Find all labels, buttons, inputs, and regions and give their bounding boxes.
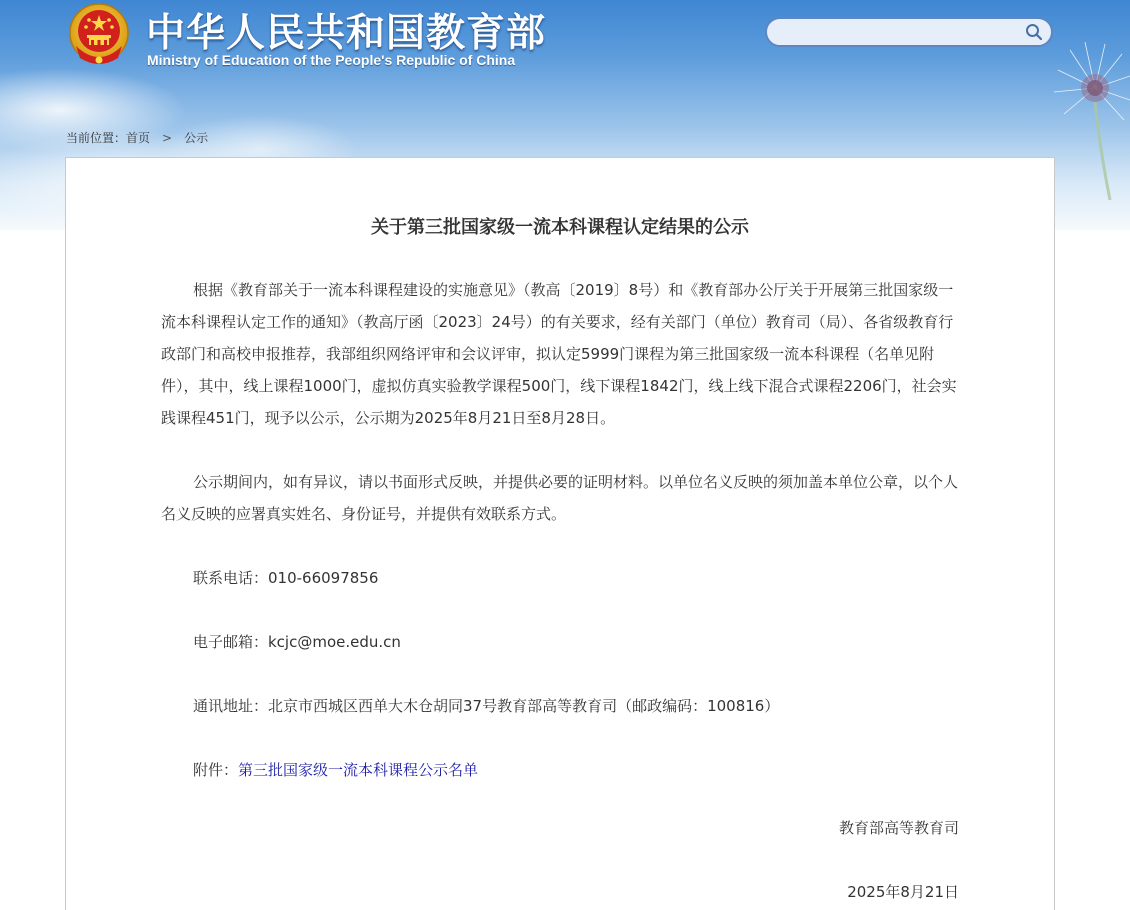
- article-container: [65, 157, 1055, 910]
- site-title: 中华人民共和国教育部: [146, 11, 547, 56]
- signature-date: 2025年8月21日: [847, 883, 959, 901]
- search-icon[interactable]: [1025, 23, 1043, 41]
- breadcrumb: [66, 129, 208, 146]
- contact-email: 电子邮箱：kcjc@moe.edu.cn: [193, 633, 401, 651]
- paragraph-spacer: [161, 722, 961, 754]
- national-emblem-icon: [68, 2, 130, 68]
- attachment-link[interactable]: 第三批国家级一流本科课程公示名单: [238, 761, 479, 779]
- article-paragraph-objection: 公示期间内，如有异议，请以书面形式反映，并提供必要的证明材料。以单位名义反映的须加盖本单位公章，以个人名义反映的应署真实姓名、身份证号，并提供有效联系方式。: [161, 473, 959, 523]
- article-title: 关于第三批国家级一流本科课程认定结果的公示: [371, 217, 749, 238]
- contact-address: 通讯地址：北京市西城区西单大木仓胡同37号教育部高等教育司（邮政编码：100816）: [193, 697, 780, 715]
- paragraph-spacer: [161, 658, 961, 690]
- article-paragraph-basis: 根据《教育部关于一流本科课程建设的实施意见》（教高〔2019〕8号）和《教育部办公厅关于开展第三批国家级一流本科课程认定工作的通知》（教高厅函〔2023〕24号）的有关要求，经有关部门（单位）教育司（局）、各省级教育行政部门和高校申报推荐，我部组织网络评审和会议评审，拟认定5999门课程为第三批国家级一流本科课程（名单见附件），其中，线上课程1000门，虚拟仿真实验教学课程500门，线下课程1842门，线上线下混合式课程2206门，社会实践课程451门，现予以公示，公示期为2025年8月21日至8月28日。: [161, 281, 957, 427]
- chevron-right-icon: >: [162, 131, 173, 145]
- search-input[interactable]: [779, 22, 1023, 44]
- breadcrumb-notice-link[interactable]: 公示: [184, 131, 209, 145]
- breadcrumb-home-link[interactable]: 首页: [126, 131, 151, 145]
- contact-phone: 联系电话：010-66097856: [193, 569, 379, 587]
- attachment-label: 附件：: [193, 761, 239, 779]
- paragraph-spacer: [161, 594, 961, 626]
- breadcrumb-label: 当前位置：: [66, 131, 127, 145]
- search-box: [765, 17, 1053, 47]
- paragraph-spacer: [161, 434, 961, 466]
- site-subtitle: Ministry of Education of the People's Republic of China: [147, 52, 516, 68]
- attachment-line: [161, 754, 961, 786]
- paragraph-spacer: [161, 530, 961, 562]
- article-body: [161, 274, 961, 786]
- signature-organization: 教育部高等教育司: [838, 819, 959, 837]
